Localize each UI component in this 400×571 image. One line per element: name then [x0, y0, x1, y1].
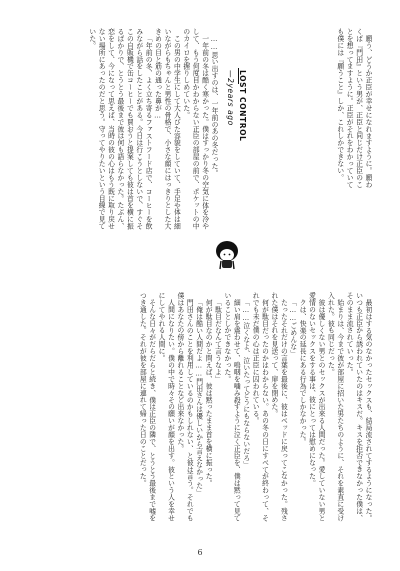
chapter-title: LOST CONTROL — [238, 70, 247, 142]
lower-paragraphs — [30, 292, 372, 524]
character-illustration — [214, 240, 240, 270]
paragraph: たったそれだけの言葉を最後に、彼はベッドに戻ってこなかった。残された僕はそれを見送って、扉を閉めた。 — [269, 292, 288, 522]
paragraph: そんな日々がだらだらと続き、僕は正臣の隣で、とうとう最後まで嘘をつき通した。それが彼を部屋に連れて帰った日のことだった。 — [138, 292, 156, 522]
upper-right-paragraphs — [262, 28, 372, 188]
paragraph: 何が駄目なのかと問えば、彼は黙ったまま首を横に振った。 — [204, 298, 213, 487]
paragraph: 「年前の冬、よく立ち寄るファストフード店で、コーヒーを飲みながら話をしたことがある。今日は行こうとしないで、すぐそこの自販機で缶コーヒーでも買おうと提案しても彼は首を横に振るばかりで、とうとう最後まで彼は何も語らなかった。たぶん、恋をして、今になって思えば、当時の彼の心はもう既に取り戻せない場所にあったのだと思う。守ってやりたいという目線で見ていた。 — [87, 28, 153, 230]
upper-left-paragraphs — [30, 28, 218, 233]
paragraph: ……思い出すのは、一年前のあの冬だった。 — [210, 34, 218, 177]
chapter-heading — [226, 70, 247, 141]
paragraph: 「……泣くなよ、泣いたってどうにもならないだろ」 — [241, 298, 250, 468]
paragraph: 細い肩を震わせて、嗚咽を噛み殺すように泣く正臣を、僕は黙って見ていることしかできなかった。 — [222, 292, 241, 522]
paragraph: 願う、どうか正臣が幸せになれますように。願わくば『門田』という男が、正臣と同じだけ正臣のことを想ってますように。正臣がそれをわかっていても僕には『願うこと』しか、これしかできない。 — [335, 28, 372, 188]
paragraph: 彼は優しくない男とのセックスが出来る人間だった。愛していない男と愛情のないセックスをする事は、彼にとっては慰めになった。 — [307, 292, 325, 522]
paragraph: 門田さんのことを利用しているのかもしれない、と彼は言う。それでも僕はあなたの傍から離れることなど出来なかった。 — [175, 292, 194, 522]
paragraph: 何が駄目だったのかはわからない。あの冬の日にすべてが終わって、それでも未だ僕の心は正臣に囚われている。 — [251, 292, 269, 522]
paragraph: 「……ごめんな」 — [288, 298, 297, 357]
paragraph: 最初はする気のなかったセックスも、結局流されてするようになった。いつも正臣から誘われていたのはキスだ。キスを拒否できなかった僕は、そのまま流されていった。 — [345, 292, 372, 522]
paragraph: 一年前の冬は酷く寒かった。僕はすっかり冬の空気に体を冷やして、もう何度目かわからない正臣の部屋の前で、ポケットの中のカイロを握りしめていた。 — [181, 28, 209, 230]
paragraph: クは、快楽の延長にある行為でしかなかった。 — [298, 298, 307, 445]
paragraph: 人間になりたい。僕の中で時々その願いが顔を出す。彼という人を幸せにしてやれる人間に。 — [157, 292, 175, 522]
page-number: 6 — [197, 548, 203, 557]
paragraph: 「駄目だなんて言うなよ」 — [213, 298, 222, 383]
paragraph: 始まりは、今まで彼が部屋に招いた男たちのように、それを素直に受け入れた。彼も同じだった。 — [326, 292, 344, 522]
chapter-subtitle: —2years ago — [226, 70, 235, 126]
paragraph: この男の中学生にして大人びた容貌をしていて、手足や体は細いながらもちゃんと男性の骨格で、小さな顔にはっきりとした大きめの目と筋の通った鼻が… — [153, 28, 181, 230]
paragraph: 「俺は酷い人間だよ……門田さんは優しいから言えなかった」 — [194, 298, 203, 496]
